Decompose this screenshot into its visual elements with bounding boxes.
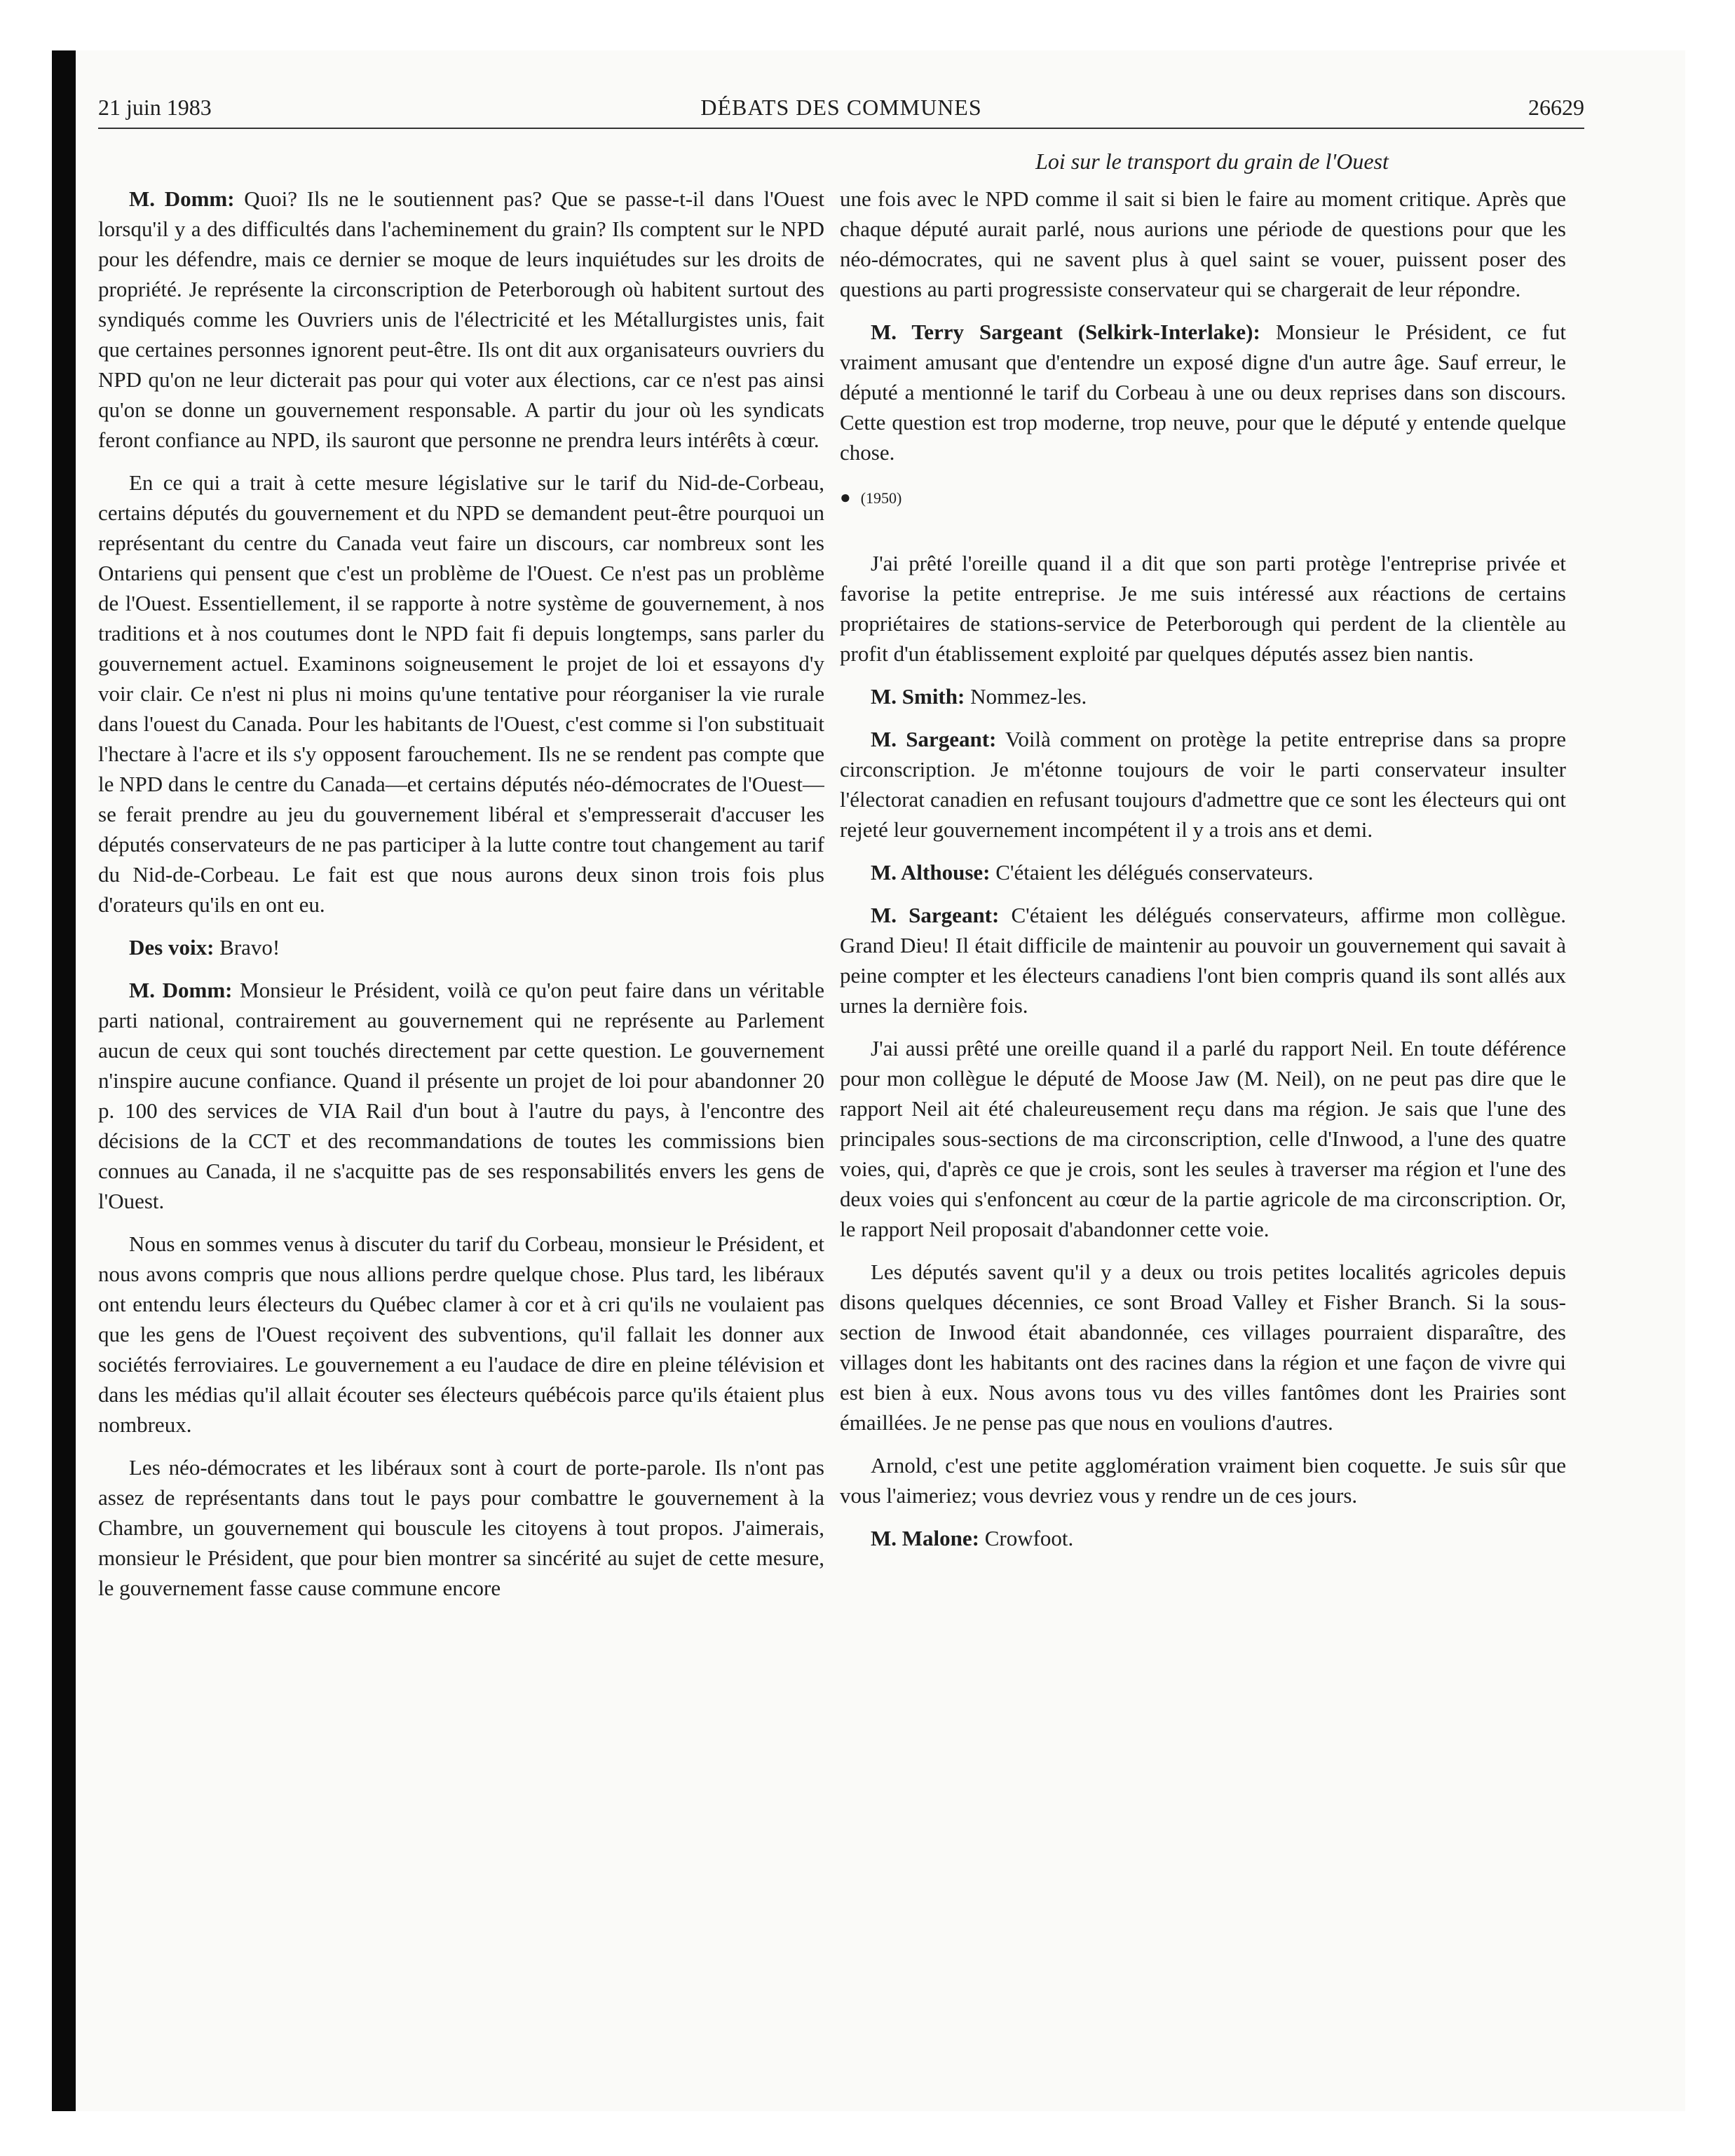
paragraph <box>98 932 824 962</box>
header-rule <box>98 128 1584 129</box>
paragraph-text: Les néo-démocrates et les libéraux sont à court de porte-parole. Ils n'ont pas assez de représentants dans tout le pays pour combattre le gouvernement à la Chambre, un gouvernement qui bouscule les citoyens à tout propos. J'aimerais, monsieur le Président, que pour bien montrer sa sincérité au sujet de cette mesure, le gouvernement fasse cause commune encore <box>98 1455 824 1600</box>
time-label: (1950) <box>860 489 902 507</box>
paragraph <box>98 975 824 1216</box>
page-header <box>98 90 1584 125</box>
speaker-name: M. Sargeant: <box>871 727 997 751</box>
paragraph-text: Bravo! <box>214 935 280 960</box>
paragraph-text: J'ai prêté l'oreille quand il a dit que son parti protège l'entreprise privée et favorise la petite entreprise. Je me suis intéressé aux réactions de certains propriétaires de stations-service de Peterborough qui perdent de la clientèle au profit d'un établissement exploité par quelques députés assez bien nantis. <box>840 551 1566 666</box>
paragraph-text: Crowfoot. <box>979 1526 1074 1550</box>
paragraph <box>840 1257 1566 1438</box>
paragraph-text: Voilà comment on protège la petite entreprise dans sa propre circonscription. Je m'étonne toujours de voir le parti conservateur insulter l'électorat canadien en refusant toujours d'admettre que ce sont les électeurs qui ont rejeté leur gouvernement incompétent il y a trois ans et demi. <box>840 727 1566 842</box>
paragraph <box>840 1033 1566 1244</box>
paragraph <box>98 1452 824 1603</box>
paragraph <box>840 724 1566 845</box>
paragraph-text: J'ai aussi prêté une oreille quand il a parlé du rapport Neil. En toute déférence pour mon collègue le député de Moose Jaw (M. Neil), on ne peut pas dire que le rapport Neil ait été chaleureusement reçu dans ma région. Je sais que l'une des principales sous-sections de ma circonscription, celle d'Inwood, a l'une des quatre voies, qui, d'après ce que je crois, sont les seules à traverser ma région et l'une des deux voies qui s'enfoncent au cœur de la partie agricole de ma circonscription. Or, le rapport Neil proposait d'abandonner cette voie. <box>840 1036 1566 1241</box>
paragraph-text: Arnold, c'est une petite agglomération vraiment bien coquette. Je suis sûr que vous l'aimeriez; vous devriez vous y rendre un de ces jours. <box>840 1453 1566 1508</box>
speaker-name: M. Malone: <box>871 1526 979 1550</box>
header-journal-title: DÉBATS DES COMMUNES <box>700 95 982 120</box>
paragraph <box>840 317 1566 468</box>
speaker-name: M. Terry Sargeant (Selkirk-Interlake): <box>871 320 1260 344</box>
paragraph <box>840 900 1566 1021</box>
paragraph-text: Monsieur le Président, voilà ce qu'on peut faire dans un véritable parti national, contrairement au gouvernement qui ne représente au Parlement aucun de ceux qui sont touchés directement par cette question. Le gouvernement n'inspire aucune confiance. Quand il présente un projet de loi pour abandonner 20 p. 100 des services de VIA Rail d'un bout à l'autre du pays, à l'encontre des décisions de la CCT et des recommandations de toutes les commissions bien connues au Canada, il ne s'acquitte pas de ses responsabilités envers les gens de l'Ouest. <box>98 978 824 1213</box>
speaker-name: Des voix: <box>129 935 215 960</box>
paragraph <box>840 681 1566 711</box>
left-column <box>98 184 824 2069</box>
paragraph <box>98 1229 824 1440</box>
speaker-name: M. Domm: <box>129 978 233 1002</box>
paragraph <box>98 184 824 455</box>
scan-edge-bar <box>52 50 76 2111</box>
paragraph-text: C'étaient les délégués conservateurs. <box>990 860 1314 885</box>
bullet-icon: ● <box>840 487 851 507</box>
paragraph-text: C'étaient les délégués conservateurs, affirme mon collègue. Grand Dieu! Il était difficile de maintenir au pouvoir un gouvernement qui savait à peine compter et les électeurs canadiens l'ont bien compris quand ils sont allés aux urnes la dernière fois. <box>840 903 1566 1018</box>
paragraph-text: une fois avec le NPD comme il sait si bien le faire au moment critique. Après que chaque député aurait parlé, nous aurions une période de questions pour que les néo-démocrates, qui ne savent plus à quel saint se vouer, puissent poser des questions au parti progressiste conservateur qui se chargerait de leur répondre. <box>840 186 1566 301</box>
paragraph-text: Monsieur le Président, ce fut vraiment amusant que d'entendre un exposé digne d'un autre âge. Sauf erreur, le député a mentionné le tarif du Corbeau à une ou deux reprises dans son discours. Cette question est trop moderne, trop neuve, pour que le député y entende quelque chose. <box>840 320 1566 465</box>
paragraph-text: Nous en sommes venus à discuter du tarif du Corbeau, monsieur le Président, et nous avons compris que nous allions perdre quelque chose. Plus tard, les libéraux ont entendu leurs électeurs du Québec clamer à cor et à cri qu'ils ne voulaient pas que les gens de l'Ouest reçoivent des subventions, qu'il fallait les donner aux sociétés ferroviaires. Le gouvernement a eu l'audace de dire en pleine télévision et dans les médias qu'il allait écouter ses électeurs québécois parce qu'ils étaient plus nombreux. <box>98 1231 824 1437</box>
speaker-name: M. Althouse: <box>871 860 991 885</box>
paragraph-text: Les députés savent qu'il y a deux ou trois petites localités agricoles depuis disons quelques décennies, ce sont Broad Valley et Fisher Branch. Si la sous-section de Inwood était abandonnée, ces villages pourraient disparaître, des villages dont les habitants ont des racines dans la région et une façon de vivre qui est bien à eux. Nous avons tous vu des villes fantômes dont les Prairies sont émaillées. Je ne pense pas que nous en voulions d'autres. <box>840 1260 1566 1435</box>
speaker-name: M. Domm: <box>129 186 235 211</box>
paragraph <box>840 1450 1566 1510</box>
speaker-name: M. Smith: <box>871 684 965 709</box>
paragraph <box>98 468 824 920</box>
header-page-number: 26629 <box>1528 95 1584 120</box>
paragraph <box>840 857 1566 887</box>
paragraph-continued <box>840 184 1566 304</box>
time-marker <box>840 487 1566 509</box>
header-date: 21 juin 1983 <box>98 95 212 120</box>
speaker-name: M. Sargeant: <box>871 903 1000 927</box>
paragraph-text: Nommez-les. <box>965 684 1087 709</box>
running-title: Loi sur le transport du grain de l'Ouest <box>1035 149 1389 174</box>
paragraph <box>840 1523 1566 1553</box>
paragraph-text: Quoi? Ils ne le soutiennent pas? Que se passe-t-il dans l'Ouest lorsqu'il y a des difficultés dans l'acheminement du grain? Ils comptent sur le NPD pour les défendre, mais ce dernier se moque de leurs inquiétudes sur les droits de propriété. Je représente la circonscription de Peterborough où habitent surtout des syndiqués comme les Ouvriers unis de l'électricité et les Métallurgistes unis, fait que certaines personnes ignorent peut-être. Ils ont dit aux organisateurs ouvriers du NPD qu'on ne leur dicterait pas pour qui voter aux élections, car ce n'est pas ainsi qu'on se donne un gouvernement responsable. A partir du jour où les syndicats feront confiance au NPD, ils sauront que personne ne prendra leurs intérêts à cœur. <box>98 186 824 452</box>
right-column <box>840 184 1566 2069</box>
paragraph <box>840 548 1566 669</box>
paragraph-text: En ce qui a trait à cette mesure législative sur le tarif du Nid-de-Corbeau, certains députés du gouvernement et du NPD se demandent peut-être pourquoi un représentant du centre du Canada veut faire un discours, car nombreux sont les Ontariens qui pensent que c'est un problème de l'Ouest. Ce n'est pas un problème de l'Ouest. Essentiellement, il se rapporte à notre système de gouvernement, à nos traditions et à nos coutumes dont le NPD fait fi depuis longtemps, sans parler du gouvernement actuel. Examinons soigneusement le projet de loi et essayons d'y voir clair. Ce n'est ni plus ni moins qu'une tentative pour réorganiser la vie rurale dans l'ouest du Canada. Pour les habitants de l'Ouest, c'est comme si l'on substituait l'hectare à l'acre et ils s'y opposent farouchement. Ils ne se rendent pas compte que le NPD dans le centre du Canada—et certains députés néo-démocrates de l'Ouest—se ferait prendre au jeu du gouvernement libéral et s'empresserait d'accuser les députés conservateurs de ne pas participer à la lutte contre tout changement au tarif du Nid-de-Corbeau. Le fait est que nous aurons deux sinon trois fois plus d'orateurs qu'ils en ont eu. <box>98 470 824 917</box>
